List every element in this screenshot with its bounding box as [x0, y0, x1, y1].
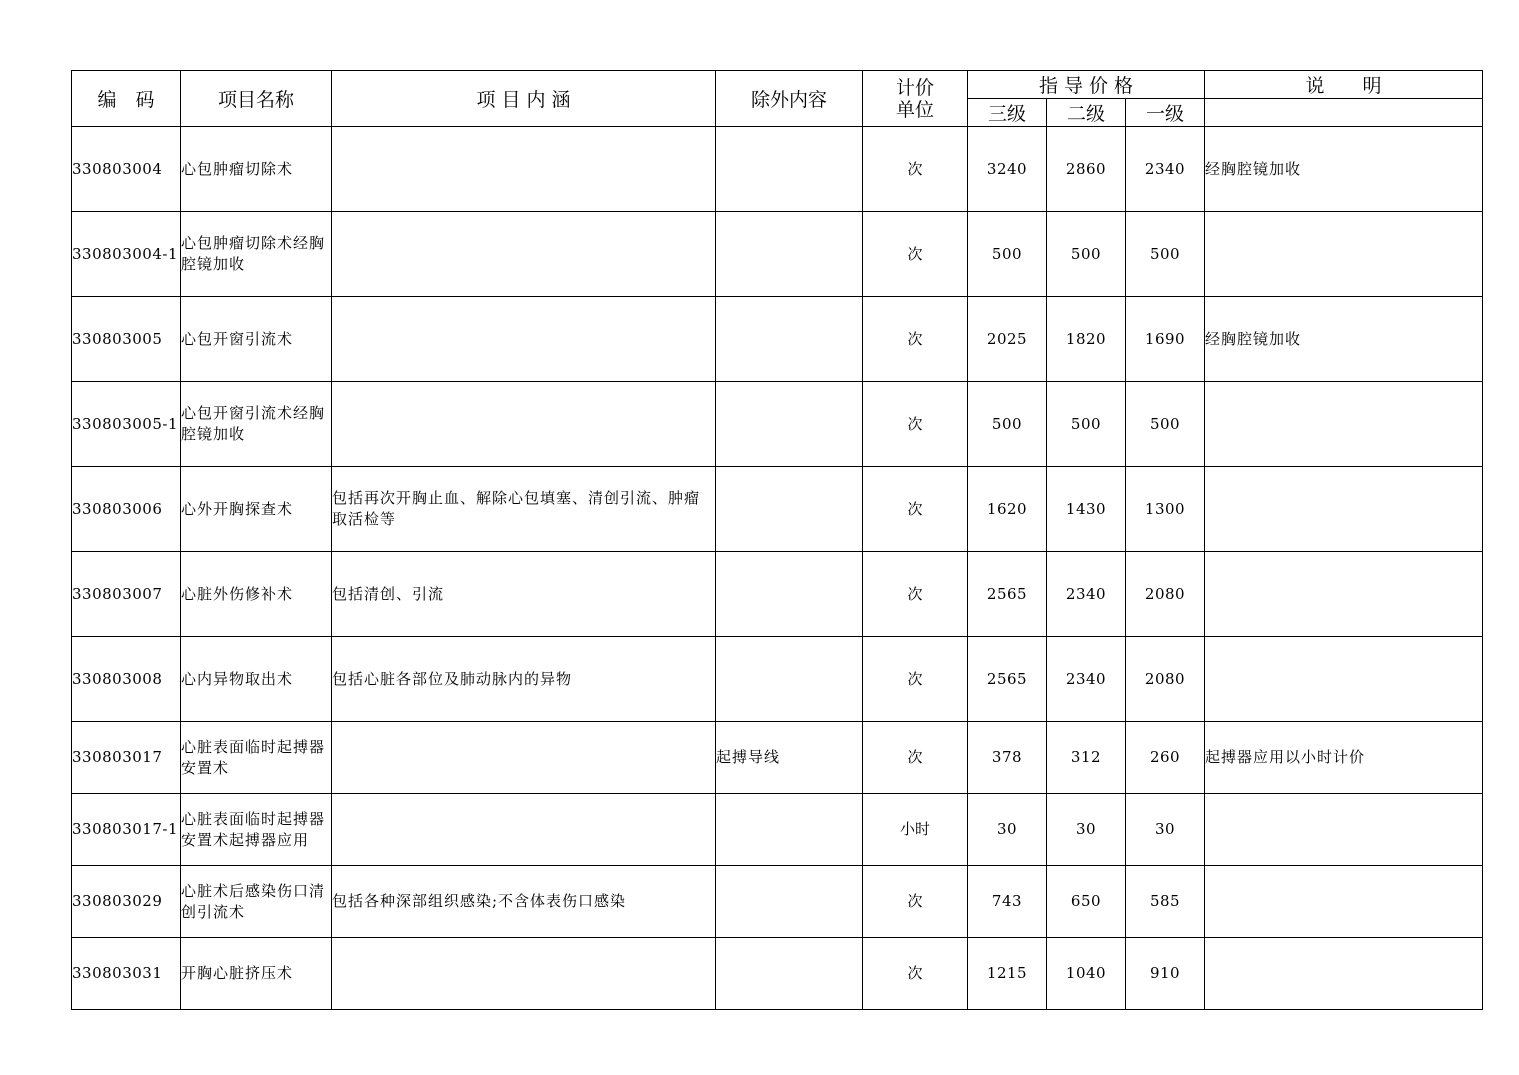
cell-price-level2: 2340 — [1047, 552, 1126, 637]
cell-price-level1: 260 — [1126, 722, 1205, 794]
table-row — [72, 297, 1483, 382]
cell-price-level2: 1040 — [1047, 938, 1126, 1010]
cell-excluded — [716, 552, 863, 637]
header-unit-line1: 计价 — [895, 76, 934, 99]
cell-excluded: 起搏导线 — [716, 722, 863, 794]
cell-excluded — [716, 637, 863, 722]
cell-price-level1: 30 — [1126, 794, 1205, 866]
cell-name: 心脏表面临时起搏器安置术起搏器应用 — [181, 794, 332, 866]
cell-code: 330803031 — [72, 938, 181, 1010]
header-level1: 一级 — [1126, 99, 1205, 127]
cell-excluded — [716, 127, 863, 212]
cell-note — [1205, 552, 1483, 637]
cell-unit: 次 — [863, 382, 968, 467]
cell-content — [332, 212, 716, 297]
cell-unit: 次 — [863, 637, 968, 722]
table-row — [72, 938, 1483, 1010]
table-row — [72, 794, 1483, 866]
cell-name: 开胸心脏挤压术 — [181, 938, 332, 1010]
cell-price-level3: 378 — [968, 722, 1047, 794]
cell-content: 包括清创、引流 — [332, 552, 716, 637]
cell-unit: 次 — [863, 552, 968, 637]
cell-price-level1: 500 — [1126, 382, 1205, 467]
cell-unit: 次 — [863, 722, 968, 794]
cell-price-level2: 2340 — [1047, 637, 1126, 722]
table-row — [72, 212, 1483, 297]
cell-price-level1: 1300 — [1126, 467, 1205, 552]
cell-unit: 次 — [863, 938, 968, 1010]
header-price-group: 指 导 价 格 — [968, 71, 1205, 99]
cell-excluded — [716, 467, 863, 552]
cell-code: 330803006 — [72, 467, 181, 552]
cell-unit: 次 — [863, 866, 968, 938]
header-excluded: 除外内容 — [716, 71, 863, 127]
cell-price-level2: 1430 — [1047, 467, 1126, 552]
header-note-blank — [1205, 99, 1483, 127]
header-unit-line2: 单位 — [895, 98, 934, 121]
cell-price-level2: 312 — [1047, 722, 1126, 794]
cell-note — [1205, 866, 1483, 938]
cell-code: 330803017-1 — [72, 794, 181, 866]
cell-name: 心外开胸探查术 — [181, 467, 332, 552]
header-level2: 二级 — [1047, 99, 1126, 127]
cell-price-level1: 910 — [1126, 938, 1205, 1010]
cell-price-level2: 2860 — [1047, 127, 1126, 212]
cell-excluded — [716, 794, 863, 866]
cell-code: 330803008 — [72, 637, 181, 722]
header-name: 项目名称 — [181, 71, 332, 127]
cell-content — [332, 127, 716, 212]
header-code: 编 码 — [72, 71, 181, 127]
cell-price-level3: 743 — [968, 866, 1047, 938]
table-body — [72, 127, 1483, 1010]
cell-excluded — [716, 866, 863, 938]
cell-price-level3: 500 — [968, 212, 1047, 297]
cell-code: 330803005-1 — [72, 382, 181, 467]
table-row — [72, 722, 1483, 794]
cell-code: 330803004 — [72, 127, 181, 212]
cell-note — [1205, 467, 1483, 552]
cell-price-level3: 1620 — [968, 467, 1047, 552]
cell-unit: 次 — [863, 467, 968, 552]
header-unit — [863, 71, 968, 127]
cell-note: 起搏器应用以小时计价 — [1205, 722, 1483, 794]
cell-price-level2: 500 — [1047, 382, 1126, 467]
cell-name: 心内异物取出术 — [181, 637, 332, 722]
cell-price-level1: 2080 — [1126, 637, 1205, 722]
cell-price-level2: 500 — [1047, 212, 1126, 297]
cell-content: 包括再次开胸止血、解除心包填塞、清创引流、肿瘤取活检等 — [332, 467, 716, 552]
cell-content — [332, 722, 716, 794]
cell-content: 包括心脏各部位及肺动脉内的异物 — [332, 637, 716, 722]
cell-name: 心脏表面临时起搏器安置术 — [181, 722, 332, 794]
cell-price-level1: 2080 — [1126, 552, 1205, 637]
cell-price-level3: 500 — [968, 382, 1047, 467]
table-row — [72, 127, 1483, 212]
cell-name: 心脏外伤修补术 — [181, 552, 332, 637]
cell-note — [1205, 938, 1483, 1010]
cell-note — [1205, 637, 1483, 722]
cell-note — [1205, 794, 1483, 866]
cell-code: 330803004-1 — [72, 212, 181, 297]
header-level3: 三级 — [968, 99, 1047, 127]
cell-price-level3: 30 — [968, 794, 1047, 866]
cell-note — [1205, 212, 1483, 297]
cell-code: 330803017 — [72, 722, 181, 794]
cell-price-level1: 585 — [1126, 866, 1205, 938]
cell-content — [332, 297, 716, 382]
cell-unit: 次 — [863, 127, 968, 212]
cell-unit: 小时 — [863, 794, 968, 866]
table-row — [72, 467, 1483, 552]
cell-name: 心包开窗引流术 — [181, 297, 332, 382]
cell-price-level2: 30 — [1047, 794, 1126, 866]
cell-excluded — [716, 212, 863, 297]
cell-note — [1205, 382, 1483, 467]
cell-price-level3: 1215 — [968, 938, 1047, 1010]
cell-content — [332, 794, 716, 866]
cell-unit: 次 — [863, 212, 968, 297]
table-row — [72, 866, 1483, 938]
cell-price-level3: 3240 — [968, 127, 1047, 212]
cell-excluded — [716, 938, 863, 1010]
table-row — [72, 382, 1483, 467]
cell-code: 330803007 — [72, 552, 181, 637]
table-row — [72, 552, 1483, 637]
cell-excluded — [716, 382, 863, 467]
cell-content — [332, 382, 716, 467]
cell-content: 包括各种深部组织感染;不含体表伤口感染 — [332, 866, 716, 938]
cell-price-level3: 2565 — [968, 637, 1047, 722]
cell-unit: 次 — [863, 297, 968, 382]
header-content: 项 目 内 涵 — [332, 71, 716, 127]
price-table — [71, 70, 1483, 1010]
cell-name: 心包开窗引流术经胸腔镜加收 — [181, 382, 332, 467]
cell-code: 330803029 — [72, 866, 181, 938]
header-note: 说 明 — [1205, 71, 1483, 99]
cell-code: 330803005 — [72, 297, 181, 382]
cell-name: 心包肿瘤切除术 — [181, 127, 332, 212]
cell-price-level2: 650 — [1047, 866, 1126, 938]
cell-price-level1: 500 — [1126, 212, 1205, 297]
table-row — [72, 637, 1483, 722]
cell-price-level2: 1820 — [1047, 297, 1126, 382]
cell-note: 经胸腔镜加收 — [1205, 127, 1483, 212]
cell-excluded — [716, 297, 863, 382]
cell-price-level3: 2025 — [968, 297, 1047, 382]
cell-note: 经胸腔镜加收 — [1205, 297, 1483, 382]
cell-price-level1: 2340 — [1126, 127, 1205, 212]
cell-price-level3: 2565 — [968, 552, 1047, 637]
cell-name: 心脏术后感染伤口清创引流术 — [181, 866, 332, 938]
cell-name: 心包肿瘤切除术经胸腔镜加收 — [181, 212, 332, 297]
cell-content — [332, 938, 716, 1010]
cell-price-level1: 1690 — [1126, 297, 1205, 382]
